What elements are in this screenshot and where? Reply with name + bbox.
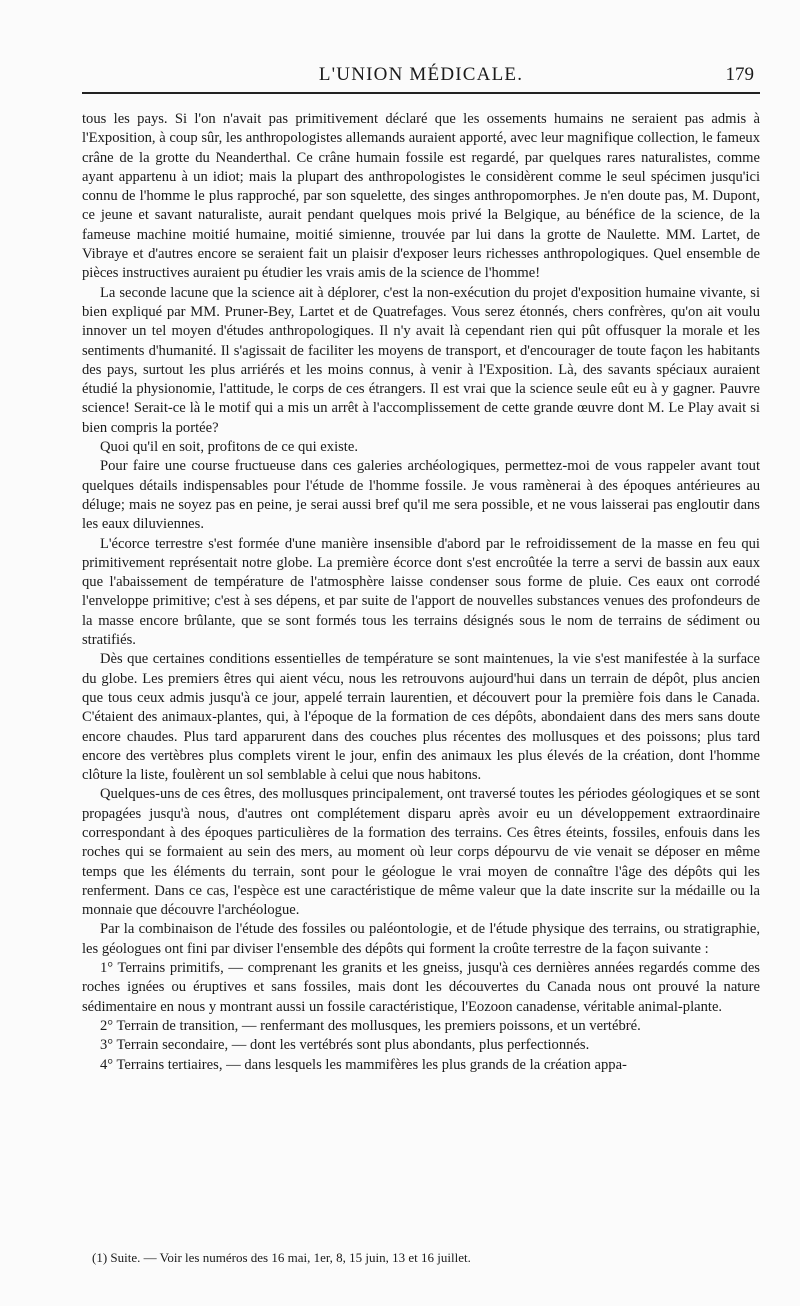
header-rule xyxy=(82,92,760,94)
paragraph: La seconde lacune que la science ait à déplorer, c'est la non-exécution du projet d'exposition humaine vivante, si bien expliqué par MM. Pruner-Bey, Lartet et de Quatrefages. Vous serez étonnés, chers confrères, qu'on ait voulu innover un tel moyen d'études anthropologiques. Il n'y avait là cependant rien qui pût offusquer la morale et les sentiments d'humanité. Il s'agissait de faciliter les moyens de transport, et d'encourager de toute façon les habitants des pays, surtout les plus arriérés et les moins connus, à venir à l'Exposition. Là, des savants spéciaux auraient étudié la physionomie, l'attitude, le corps de ces étrangers. Il est vrai que la science seule eût eu à y gagner. Pauvre science! Serait-ce là le motif qui a mis un arrêt à l'accomplissement de cette grande œuvre dont M. Le Play avait si bien compris la portée? xyxy=(82,284,760,436)
paragraph: Quoi qu'il en soit, profitons de ce qui existe. xyxy=(100,439,358,456)
paragraph: Quelques-uns de ces êtres, des mollusques principalement, ont traversé toutes les périodes géologiques et se sont propagées jusqu'à nous, d'autres ont complétement disparu après avoir eu un développement extraordinaire correspondant à des époques particulières de la formation des terrains. Ces êtres éteints, fossiles, enfouis dans les roches qui se formaient au sein des mers, au moment où leur corps dépourvu de vie venait se déposer en même temps que les éléments du terrain, sont pour le géologue le vrai moyen de connaître l'âge des dépôts qui les renferment. Dans ce cas, l'espèce est une caractéristique de même valeur que la date inscrite sur la médaille ou la monnaie que découvre l'archéologue. xyxy=(82,786,760,919)
footnote: (1) Suite. — Voir les numéros des 16 mai, 1er, 8, 15 juin, 13 et 16 juillet. xyxy=(92,1250,471,1265)
list-item: 1° Terrains primitifs, — comprenant les granits et les gneiss, jusqu'à ces dernières années regardés comme des roches ignées ou éruptives et sans fossiles, mais dont les découvertes du Canada nous ont prouvé la nature sédimentaire en nous y montrant aussi un fossile caractéristique, l'Eozoon canadense, véritable animal-plante. xyxy=(82,960,760,1015)
list-item: 4° Terrains tertiaires, — dans lesquels les mammifères les plus grands de la création appa- xyxy=(100,1056,627,1073)
list-item: 2° Terrain de transition, — renfermant des mollusques, les premiers poissons, et un vertébré. xyxy=(100,1017,641,1034)
paragraph: Pour faire une course fructueuse dans ces galeries archéologiques, permettez-moi de vous rappeler avant tout quelques détails indispensables pour l'étude de l'homme fossile. Je vous ramènerai à des époques antérieures au déluge; mais ne soyez pas en peine, je serai aussi bref qu'il me sera possible, et ne vous laisserai pas engloutir dans les eaux diluviennes. xyxy=(82,458,760,533)
list-item: 3° Terrain secondaire, — dont les vertébrés sont plus abondants, plus perfectionnés. xyxy=(100,1037,590,1054)
journal-title: L'UNION MÉDICALE. xyxy=(318,64,524,85)
article-body xyxy=(82,110,760,1075)
paragraph: tous les pays. Si l'on n'avait pas primitivement déclaré que les ossements humains ne seraient pas admis à l'Exposition, à coup sûr, les anthropologistes allemands auraient apporté, avec leur magnifique collection, le fameux crâne de la grotte du Neanderthal. Ce crâne humain fossile est regardé, par quelques rares naturalistes, comme ayant appartenu à un idiot; mais la plupart des anthropologistes le considèrent comme le seul spécimen jusqu'ici connu de l'homme le plus rapproché, par son squelette, des singes anthropomorphes. Je n'en doute pas, M. Dupont, ce jeune et savant naturaliste, aurait pendant quelques mois privé la Belgique, au bénéfice de la science, de la fameuse machine moitié humaine, moitié simienne, trouvée par lui dans la grotte de Naulette. MM. Lartet, de Vibraye et d'autres encore se seraient fait un plaisir d'exposer leurs richesses anthropologiques. Quel ensemble de pièces instructives auraient pu étudier les vrais amis de la science de l'homme! xyxy=(82,111,761,282)
paragraph: Par la combinaison de l'étude des fossiles ou paléontologie, et de l'étude physique des terrains, ou stratigraphie, les géologues ont fini par diviser l'ensemble des dépôts qui forment la croûte terrestre de la façon suivante : xyxy=(82,921,760,957)
paragraph: Dès que certaines conditions essentielles de température se sont maintenues, la vie s'est manifestée à la surface du globe. Les premiers êtres qui aient vécu, nous les retrouvons aujourd'hui dans un terrain de dépôt, plus ancien que tous ceux admis jusqu'à ce jour, appelé terrain laurentien, et découvert pour la première fois dans le Canada. C'étaient des animaux-plantes, qui, à l'époque de la formation de ces dépôts, abondaient dans des mers sans doute encore chaudes. Plus tard apparurent dans des couches plus récentes des mollusques et des poissons; plus tard encore des vertèbres plus complets virent le jour, enfin des animaux les plus élevés de la création, dont l'homme clôture la liste, foulèrent un sol semblable à celui que nous habitons. xyxy=(82,651,760,784)
running-header xyxy=(82,0,760,96)
page-number: 179 xyxy=(725,64,754,85)
paragraph: L'écorce terrestre s'est formée d'une manière insensible d'abord par le refroidissement de la masse en feu qui primitivement représentait notre globe. La première écorce dont s'est encroûtée la terre a servi de bassin aux eaux que l'abaissement de température de l'atmosphère laisse condenser sous forme de pluie. Ces eaux ont corrodé l'enveloppe primitive; c'est à ses dépens, et par suite de l'apport de nouvelles substances venues des profondeurs de la masse encore brûlante, que se sont formés tous les terrains désignés sous le nom de terrains de sédiment ou stratifiés. xyxy=(82,535,760,649)
